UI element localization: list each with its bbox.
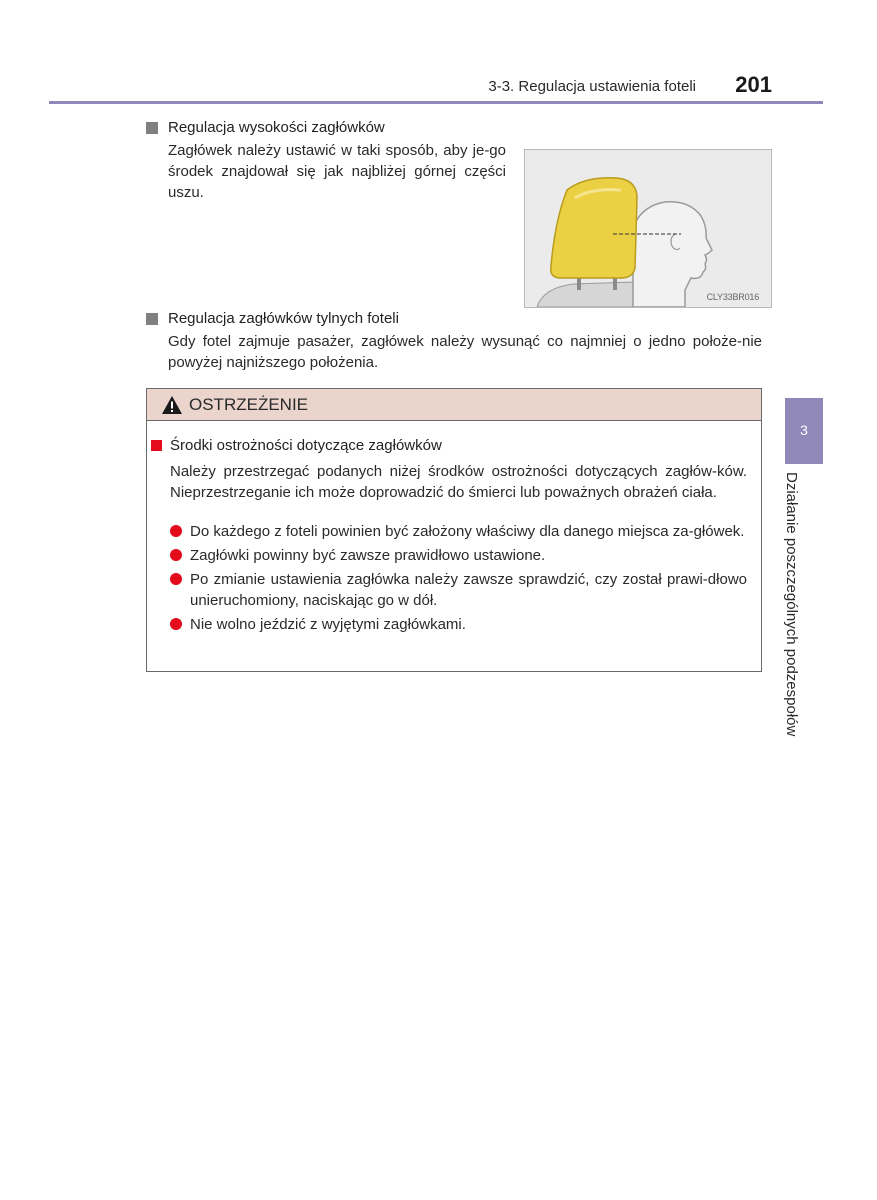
red-square-bullet-icon	[151, 440, 162, 451]
list-item	[170, 545, 747, 566]
red-dot-bullet-icon	[170, 618, 182, 630]
warning-intro-text: Należy przestrzegać podanych niżej środków ostrożności dotyczących zagłów-ków. Nieprzestrzeganie ich może doprowadzić do śmierci lub poważnych obrażeń ciała.	[170, 463, 747, 501]
headrest-illustration	[524, 149, 772, 308]
section-heading	[146, 119, 506, 136]
section-body-text: Zagłówek należy ustawić w taki sposób, aby je-go środek znajdował się jak najbliżej górnej części uszu.	[168, 142, 506, 201]
warning-header	[147, 389, 761, 421]
warning-box	[146, 388, 762, 672]
warning-subheading	[151, 437, 442, 454]
square-bullet-icon	[146, 122, 158, 134]
list-item-text: Po zmianie ustawienia zagłówka należy zawsze sprawdzić, czy został prawi-dłowo unieruchomiony, naciskając go w dół.	[190, 571, 747, 609]
page-number: 201	[735, 72, 772, 97]
warning-triangle-icon	[161, 395, 183, 415]
chapter-title-vertical: Działanie poszczególnych podzespołów	[783, 472, 800, 737]
red-dot-bullet-icon	[170, 573, 182, 585]
headrest-drawing	[525, 150, 771, 307]
square-bullet-icon	[146, 313, 158, 325]
occupant-head-silhouette	[630, 202, 712, 307]
list-item	[170, 569, 747, 611]
figure-code: CLY33BR016	[706, 292, 759, 302]
red-dot-bullet-icon	[170, 549, 182, 561]
list-item-text: Do każdego z foteli powinien być założony właściwy dla danego miejsca za-główek.	[190, 523, 745, 540]
section-heading-text: Regulacja zagłówków tylnych foteli	[168, 310, 399, 327]
page-header-title: 3-3. Regulacja ustawienia foteli	[488, 78, 696, 95]
warning-title: OSTRZEŻENIE	[189, 394, 309, 414]
section-heading	[146, 310, 762, 327]
list-item-text: Nie wolno jeździć z wyjętymi zagłówkami.	[190, 616, 466, 633]
section-rear-headrests	[146, 310, 762, 373]
section-headrest-height	[146, 119, 506, 203]
header-divider	[49, 101, 823, 104]
section-heading-text: Regulacja wysokości zagłówków	[168, 119, 385, 136]
chapter-tab[interactable]	[785, 398, 823, 464]
list-item	[170, 614, 747, 635]
chapter-number: 3	[800, 422, 808, 438]
list-item	[170, 521, 747, 542]
warning-subheading-text: Środki ostrożności dotyczące zagłówków	[170, 437, 442, 454]
red-dot-bullet-icon	[170, 525, 182, 537]
section-body-text: Gdy fotel zajmuje pasażer, zagłówek należy wysunąć co najmniej o jedno położe-nie powyżej najniższego położenia.	[168, 333, 762, 371]
warning-bullet-list	[170, 521, 747, 638]
headrest-cushion	[551, 178, 637, 278]
list-item-text: Zagłówki powinny być zawsze prawidłowo ustawione.	[190, 547, 546, 564]
